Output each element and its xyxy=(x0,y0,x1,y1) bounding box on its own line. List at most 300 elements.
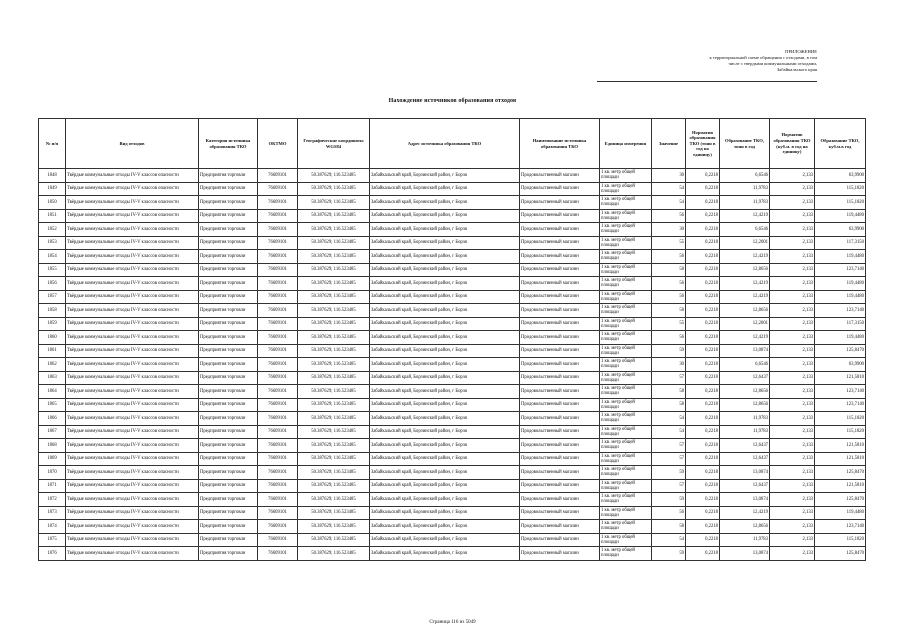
table-row xyxy=(39,439,866,453)
table-cell: 1858 xyxy=(39,304,66,318)
table-cell: Предприятия торговли xyxy=(199,250,258,264)
table-cell: Продовольственный магазин xyxy=(520,520,600,534)
table-cell: 63,9900 xyxy=(815,169,866,183)
table-cell: Предприятия торговли xyxy=(199,371,258,385)
table-cell: Предприятия торговли xyxy=(199,344,258,358)
table-cell: 2,133 xyxy=(770,412,815,426)
table-cell: 76609101 xyxy=(258,533,298,547)
table-cell: 119,4480 xyxy=(815,290,866,304)
table-row xyxy=(39,277,866,291)
table-cell: 55 xyxy=(652,236,686,250)
table-cell: Продовольственный магазин xyxy=(520,547,600,561)
table-cell: 12,8656 xyxy=(720,385,770,399)
table-cell: Продовольственный магазин xyxy=(520,493,600,507)
table-cell: Предприятия торговли xyxy=(199,439,258,453)
table-cell: 12,2001 xyxy=(720,317,770,331)
table-cell: 115,1820 xyxy=(815,182,866,196)
table-cell: 2,133 xyxy=(770,506,815,520)
table-cell: 1 кв. метр общей площади xyxy=(600,533,652,547)
appendix-line: ПРИЛОЖЕНИЕ xyxy=(785,49,817,54)
table-cell: 123,7140 xyxy=(815,304,866,318)
table-cell: 50.387629; 116.523485 xyxy=(298,547,370,561)
table-cell: 1869 xyxy=(39,452,66,466)
table-cell: 76609101 xyxy=(258,304,298,318)
table-cell: Предприятия торговли xyxy=(199,169,258,183)
table-row xyxy=(39,263,866,277)
table-cell: Продовольственный магазин xyxy=(520,479,600,493)
table-cell: 1864 xyxy=(39,385,66,399)
table-cell: 50.387629; 116.523485 xyxy=(298,412,370,426)
table-cell: Забайкальский край, Борзинский район, г Борзя xyxy=(370,182,520,196)
table-cell: 0,2218 xyxy=(686,493,720,507)
table-cell: 115,1820 xyxy=(815,533,866,547)
table-cell: Твёрдые коммунальные отходы IV-V классов опасности xyxy=(66,182,199,196)
table-cell: Твёрдые коммунальные отходы IV-V классов опасности xyxy=(66,236,199,250)
table-cell: 50.387629; 116.523485 xyxy=(298,493,370,507)
table-cell: 2,133 xyxy=(770,263,815,277)
table-cell: 2,133 xyxy=(770,520,815,534)
table-cell: 1860 xyxy=(39,331,66,345)
column-header: Образование ТКО, куб.м.в год xyxy=(815,119,866,169)
table-cell: 1875 xyxy=(39,533,66,547)
table-cell: 1 кв. метр общей площади xyxy=(600,182,652,196)
table-cell: 125,8470 xyxy=(815,547,866,561)
table-row xyxy=(39,182,866,196)
column-header: № п/п xyxy=(39,119,66,169)
table-cell: Предприятия торговли xyxy=(199,236,258,250)
table-body xyxy=(39,169,866,561)
table-cell: Забайкальский край, Борзинский район, г Борзя xyxy=(370,520,520,534)
table-cell: Твёрдые коммунальные отходы IV-V классов опасности xyxy=(66,371,199,385)
table-cell: 76609101 xyxy=(258,398,298,412)
table-cell: 2,133 xyxy=(770,398,815,412)
table-cell: 55 xyxy=(652,317,686,331)
table-cell: 1 кв. метр общей площади xyxy=(600,371,652,385)
table-cell: 76609101 xyxy=(258,277,298,291)
table-row xyxy=(39,358,866,372)
table-cell: Твёрдые коммунальные отходы IV-V классов опасности xyxy=(66,493,199,507)
table-cell: 76609101 xyxy=(258,547,298,561)
column-header: Норматив образования ТКО (тонн в год на единицу) xyxy=(686,119,720,169)
table-cell: 50.387629; 116.523485 xyxy=(298,439,370,453)
header-rule xyxy=(597,81,817,82)
table-cell: 76609101 xyxy=(258,263,298,277)
table-cell: 50.387629; 116.523485 xyxy=(298,250,370,264)
table-cell: 50.387629; 116.523485 xyxy=(298,331,370,345)
table-cell: 1854 xyxy=(39,250,66,264)
table-cell: Предприятия торговли xyxy=(199,479,258,493)
appendix-line: Забайкальского края xyxy=(776,67,817,72)
table-cell: Предприятия торговли xyxy=(199,182,258,196)
table-cell: Предприятия торговли xyxy=(199,493,258,507)
table-cell: 12,2001 xyxy=(720,236,770,250)
table-cell: Твёрдые коммунальные отходы IV-V классов опасности xyxy=(66,277,199,291)
table-cell: 0,2218 xyxy=(686,223,720,237)
table-cell: 0,2218 xyxy=(686,452,720,466)
table-cell: 1865 xyxy=(39,398,66,412)
table-cell: 2,133 xyxy=(770,196,815,210)
table-cell: Продовольственный магазин xyxy=(520,317,600,331)
table-cell: Предприятия торговли xyxy=(199,358,258,372)
table-cell: 76609101 xyxy=(258,425,298,439)
table-cell: Предприятия торговли xyxy=(199,425,258,439)
table-cell: 1 кв. метр общей площади xyxy=(600,385,652,399)
table-cell: 1 кв. метр общей площади xyxy=(600,317,652,331)
table-cell: 2,133 xyxy=(770,358,815,372)
table-cell: Забайкальский край, Борзинский район, г Борзя xyxy=(370,371,520,385)
table-cell: 0,2218 xyxy=(686,506,720,520)
table-cell: 2,133 xyxy=(770,304,815,318)
table-cell: Предприятия торговли xyxy=(199,412,258,426)
table-cell: 1850 xyxy=(39,196,66,210)
table-cell: 76609101 xyxy=(258,506,298,520)
table-cell: 0,2218 xyxy=(686,412,720,426)
table-cell: Твёрдые коммунальные отходы IV-V классов опасности xyxy=(66,398,199,412)
table-cell: 119,4480 xyxy=(815,331,866,345)
table-cell: 1872 xyxy=(39,493,66,507)
table-row xyxy=(39,452,866,466)
table-cell: 1 кв. метр общей площади xyxy=(600,479,652,493)
table-cell: Твёрдые коммунальные отходы IV-V классов опасности xyxy=(66,344,199,358)
table-cell: 13,0874 xyxy=(720,493,770,507)
table-cell: 76609101 xyxy=(258,317,298,331)
table-cell: 1 кв. метр общей площади xyxy=(600,236,652,250)
table-cell: 1866 xyxy=(39,412,66,426)
table-cell: 2,133 xyxy=(770,250,815,264)
table-row xyxy=(39,547,866,561)
table-cell: 57 xyxy=(652,479,686,493)
table-header-row xyxy=(39,119,866,169)
table-cell: Предприятия торговли xyxy=(199,331,258,345)
table-cell: 76609101 xyxy=(258,371,298,385)
table-cell: Твёрдые коммунальные отходы IV-V классов опасности xyxy=(66,466,199,480)
table-cell: 1 кв. метр общей площади xyxy=(600,493,652,507)
table-cell: 1852 xyxy=(39,223,66,237)
table-cell: 76609101 xyxy=(258,196,298,210)
table-cell: 56 xyxy=(652,506,686,520)
table-cell: 125,8470 xyxy=(815,493,866,507)
table-cell: 1 кв. метр общей площади xyxy=(600,209,652,223)
table-cell: 12,4219 xyxy=(720,331,770,345)
table-cell: 121,5810 xyxy=(815,479,866,493)
table-cell: 11,9783 xyxy=(720,182,770,196)
table-cell: Забайкальский край, Борзинский район, г Борзя xyxy=(370,196,520,210)
table-cell: 50.387629; 116.523485 xyxy=(298,479,370,493)
table-cell: Твёрдые коммунальные отходы IV-V классов опасности xyxy=(66,250,199,264)
table-cell: Твёрдые коммунальные отходы IV-V классов опасности xyxy=(66,547,199,561)
table-cell: Продовольственный магазин xyxy=(520,236,600,250)
table-row xyxy=(39,304,866,318)
table-cell: 50.387629; 116.523485 xyxy=(298,236,370,250)
table-cell: Продовольственный магазин xyxy=(520,331,600,345)
table-cell: Предприятия торговли xyxy=(199,398,258,412)
table-cell: 1 кв. метр общей площади xyxy=(600,520,652,534)
table-cell: 76609101 xyxy=(258,236,298,250)
table-cell: 76609101 xyxy=(258,169,298,183)
table-cell: Продовольственный магазин xyxy=(520,169,600,183)
column-header: Адрес источника образования ТКО xyxy=(370,119,520,169)
table-row xyxy=(39,533,866,547)
table-cell: 0,2218 xyxy=(686,385,720,399)
table-cell: 50.387629; 116.523485 xyxy=(298,317,370,331)
table-cell: Забайкальский край, Борзинский район, г Борзя xyxy=(370,385,520,399)
table-cell: 50.387629; 116.523485 xyxy=(298,358,370,372)
table-cell: Твёрдые коммунальные отходы IV-V классов опасности xyxy=(66,358,199,372)
table-cell: 50.387629; 116.523485 xyxy=(298,452,370,466)
table-cell: 30 xyxy=(652,169,686,183)
table-cell: 115,1820 xyxy=(815,196,866,210)
table-cell: Продовольственный магазин xyxy=(520,182,600,196)
column-header: Вид отходов xyxy=(66,119,199,169)
column-header: Образование ТКО, тонн в год xyxy=(720,119,770,169)
table-cell: 76609101 xyxy=(258,385,298,399)
table-cell: Твёрдые коммунальные отходы IV-V классов опасности xyxy=(66,385,199,399)
table-cell: 121,5810 xyxy=(815,452,866,466)
table-cell: 1 кв. метр общей площади xyxy=(600,398,652,412)
table-cell: Твёрдые коммунальные отходы IV-V классов опасности xyxy=(66,169,199,183)
table-cell: 2,133 xyxy=(770,466,815,480)
table-cell: 1855 xyxy=(39,263,66,277)
table-cell: 12,4219 xyxy=(720,290,770,304)
table-cell: 2,133 xyxy=(770,385,815,399)
table-cell: Твёрдые коммунальные отходы IV-V классов опасности xyxy=(66,263,199,277)
table-cell: 11,9783 xyxy=(720,196,770,210)
table-cell: Твёрдые коммунальные отходы IV-V классов опасности xyxy=(66,317,199,331)
table-cell: 50.387629; 116.523485 xyxy=(298,425,370,439)
table-cell: 1876 xyxy=(39,547,66,561)
table-cell: 50.387629; 116.523485 xyxy=(298,304,370,318)
table-cell: 76609101 xyxy=(258,520,298,534)
table-cell: 11,9783 xyxy=(720,412,770,426)
table-cell: 50.387629; 116.523485 xyxy=(298,344,370,358)
table-row xyxy=(39,466,866,480)
column-header: Значение xyxy=(652,119,686,169)
table-cell: Продовольственный магазин xyxy=(520,344,600,358)
table-row xyxy=(39,344,866,358)
table-row xyxy=(39,236,866,250)
table-cell: Твёрдые коммунальные отходы IV-V классов опасности xyxy=(66,452,199,466)
table-row xyxy=(39,371,866,385)
table-cell: 76609101 xyxy=(258,439,298,453)
table-cell: 50.387629; 116.523485 xyxy=(298,466,370,480)
table-cell: Продовольственный магазин xyxy=(520,209,600,223)
table-cell: 0,2218 xyxy=(686,304,720,318)
table-cell: Продовольственный магазин xyxy=(520,223,600,237)
table-cell: 56 xyxy=(652,250,686,264)
table-cell: 2,133 xyxy=(770,479,815,493)
column-header: Наименование источника образования ТКО xyxy=(520,119,600,169)
table-cell: 2,133 xyxy=(770,371,815,385)
table-cell: 1871 xyxy=(39,479,66,493)
table-cell: 0,2218 xyxy=(686,344,720,358)
table-cell: 1 кв. метр общей площади xyxy=(600,466,652,480)
table-cell: 13,0874 xyxy=(720,547,770,561)
table-cell: 2,133 xyxy=(770,425,815,439)
table-cell: 12,6437 xyxy=(720,479,770,493)
table-cell: Продовольственный магазин xyxy=(520,452,600,466)
column-header: Географические координаты WGS84 xyxy=(298,119,370,169)
table-cell: 50.387629; 116.523485 xyxy=(298,196,370,210)
table-cell: 2,133 xyxy=(770,290,815,304)
table-cell: 50.387629; 116.523485 xyxy=(298,290,370,304)
appendix-line: к территориальной схеме обращения с отходами, в том xyxy=(709,55,817,60)
table-cell: 59 xyxy=(652,493,686,507)
table-cell: 58 xyxy=(652,304,686,318)
table-cell: 1868 xyxy=(39,439,66,453)
table-cell: 11,9783 xyxy=(720,533,770,547)
table-cell: 56 xyxy=(652,290,686,304)
table-cell: 1 кв. метр общей площади xyxy=(600,452,652,466)
table-cell: 1 кв. метр общей площади xyxy=(600,196,652,210)
table-cell: 2,133 xyxy=(770,209,815,223)
table-cell: 63,9900 xyxy=(815,223,866,237)
table-cell: 12,8656 xyxy=(720,263,770,277)
table-cell: 1 кв. метр общей площади xyxy=(600,250,652,264)
table-cell: 76609101 xyxy=(258,452,298,466)
table-cell: 58 xyxy=(652,263,686,277)
table-cell: Забайкальский край, Борзинский район, г Борзя xyxy=(370,263,520,277)
table-row xyxy=(39,209,866,223)
table-cell: 12,8656 xyxy=(720,398,770,412)
table-cell: 123,7140 xyxy=(815,385,866,399)
table-cell: Твёрдые коммунальные отходы IV-V классов опасности xyxy=(66,331,199,345)
table-cell: Твёрдые коммунальные отходы IV-V классов опасности xyxy=(66,223,199,237)
table-cell: 1861 xyxy=(39,344,66,358)
table-cell: 54 xyxy=(652,196,686,210)
table-cell: Продовольственный магазин xyxy=(520,425,600,439)
table-cell: 1 кв. метр общей площади xyxy=(600,439,652,453)
table-cell: Забайкальский край, Борзинский район, г Борзя xyxy=(370,493,520,507)
table-cell: 115,1820 xyxy=(815,425,866,439)
table-cell: Забайкальский край, Борзинский район, г Борзя xyxy=(370,439,520,453)
table-cell: 1874 xyxy=(39,520,66,534)
table-cell: Предприятия торговли xyxy=(199,385,258,399)
table-cell: Твёрдые коммунальные отходы IV-V классов опасности xyxy=(66,304,199,318)
table-row xyxy=(39,425,866,439)
table-cell: Продовольственный магазин xyxy=(520,263,600,277)
table-cell: 0,2218 xyxy=(686,250,720,264)
table-cell: 56 xyxy=(652,331,686,345)
table-row xyxy=(39,223,866,237)
table-cell: 0,2218 xyxy=(686,277,720,291)
table-cell: Продовольственный магазин xyxy=(520,290,600,304)
table-cell: 1863 xyxy=(39,371,66,385)
table-cell: 13,0874 xyxy=(720,466,770,480)
table-cell: 76609101 xyxy=(258,331,298,345)
table-cell: Продовольственный магазин xyxy=(520,250,600,264)
table-cell: 1848 xyxy=(39,169,66,183)
column-header: Категория источника образования ТКО xyxy=(199,119,258,169)
table-cell: 6,6546 xyxy=(720,358,770,372)
table-cell: 50.387629; 116.523485 xyxy=(298,533,370,547)
table-cell: 2,133 xyxy=(770,169,815,183)
table-cell: 1 кв. метр общей площади xyxy=(600,344,652,358)
table-cell: 0,2218 xyxy=(686,263,720,277)
table-cell: Продовольственный магазин xyxy=(520,439,600,453)
table-cell: 12,4219 xyxy=(720,250,770,264)
table-cell: 0,2218 xyxy=(686,439,720,453)
table-cell: Предприятия торговли xyxy=(199,547,258,561)
table-cell: 54 xyxy=(652,533,686,547)
table-cell: 30 xyxy=(652,358,686,372)
table-cell: 0,2218 xyxy=(686,182,720,196)
table-cell: 1 кв. метр общей площади xyxy=(600,169,652,183)
table-cell: 1 кв. метр общей площади xyxy=(600,277,652,291)
table-cell: 0,2218 xyxy=(686,236,720,250)
table-cell: 54 xyxy=(652,182,686,196)
table-cell: Твёрдые коммунальные отходы IV-V классов опасности xyxy=(66,209,199,223)
table-cell: 58 xyxy=(652,385,686,399)
table-cell: Предприятия торговли xyxy=(199,317,258,331)
table-cell: 76609101 xyxy=(258,250,298,264)
table-cell: 76609101 xyxy=(258,209,298,223)
table-cell: Забайкальский край, Борзинский район, г Борзя xyxy=(370,547,520,561)
table-cell: 1 кв. метр общей площади xyxy=(600,506,652,520)
table-cell: 76609101 xyxy=(258,358,298,372)
table-cell: 1870 xyxy=(39,466,66,480)
table-cell: 2,133 xyxy=(770,331,815,345)
table-cell: 56 xyxy=(652,277,686,291)
table-row xyxy=(39,493,866,507)
table-cell: Забайкальский край, Борзинский район, г Борзя xyxy=(370,479,520,493)
table-cell: 50.387629; 116.523485 xyxy=(298,182,370,196)
table-row xyxy=(39,520,866,534)
table-cell: Предприятия торговли xyxy=(199,223,258,237)
table-cell: 121,5810 xyxy=(815,371,866,385)
table-cell: 125,8470 xyxy=(815,344,866,358)
table-cell: Забайкальский край, Борзинский район, г Борзя xyxy=(370,277,520,291)
table-cell: 76609101 xyxy=(258,412,298,426)
table-cell: 12,8656 xyxy=(720,520,770,534)
table-cell: Предприятия торговли xyxy=(199,506,258,520)
table-cell: 2,133 xyxy=(770,344,815,358)
table-cell: 13,0874 xyxy=(720,344,770,358)
table-cell: 2,133 xyxy=(770,277,815,291)
page-number: Страница 116 из 5049 xyxy=(429,620,476,625)
table-cell: 76609101 xyxy=(258,223,298,237)
table-cell: 57 xyxy=(652,439,686,453)
table-cell: 12,6437 xyxy=(720,452,770,466)
table-cell: 76609101 xyxy=(258,479,298,493)
appendix-header xyxy=(597,49,817,82)
table-cell: 1856 xyxy=(39,277,66,291)
table-cell: 0,2218 xyxy=(686,425,720,439)
table-cell: Забайкальский край, Борзинский район, г Борзя xyxy=(370,452,520,466)
table-cell: 0,2218 xyxy=(686,290,720,304)
table-cell: 1 кв. метр общей площади xyxy=(600,547,652,561)
table-cell: 50.387629; 116.523485 xyxy=(298,169,370,183)
table-cell: Забайкальский край, Борзинский район, г Борзя xyxy=(370,223,520,237)
table-cell: 50.387629; 116.523485 xyxy=(298,398,370,412)
table-cell: 0,2218 xyxy=(686,358,720,372)
table-cell: Забайкальский край, Борзинский район, г Борзя xyxy=(370,358,520,372)
table-cell: 12,6437 xyxy=(720,439,770,453)
table-row xyxy=(39,290,866,304)
table-cell: 121,5810 xyxy=(815,439,866,453)
table-cell: 119,4480 xyxy=(815,277,866,291)
table-cell: 50.387629; 116.523485 xyxy=(298,277,370,291)
table-cell: 1 кв. метр общей площади xyxy=(600,223,652,237)
table-cell: Забайкальский край, Борзинский район, г Борзя xyxy=(370,290,520,304)
table-cell: 115,1820 xyxy=(815,412,866,426)
table-cell: 76609101 xyxy=(258,182,298,196)
table-cell: 1 кв. метр общей площади xyxy=(600,263,652,277)
table-cell: Продовольственный магазин xyxy=(520,533,600,547)
table-cell: 50.387629; 116.523485 xyxy=(298,223,370,237)
table-cell: 12,6437 xyxy=(720,371,770,385)
table-cell: 11,9783 xyxy=(720,425,770,439)
table-cell: 2,133 xyxy=(770,452,815,466)
